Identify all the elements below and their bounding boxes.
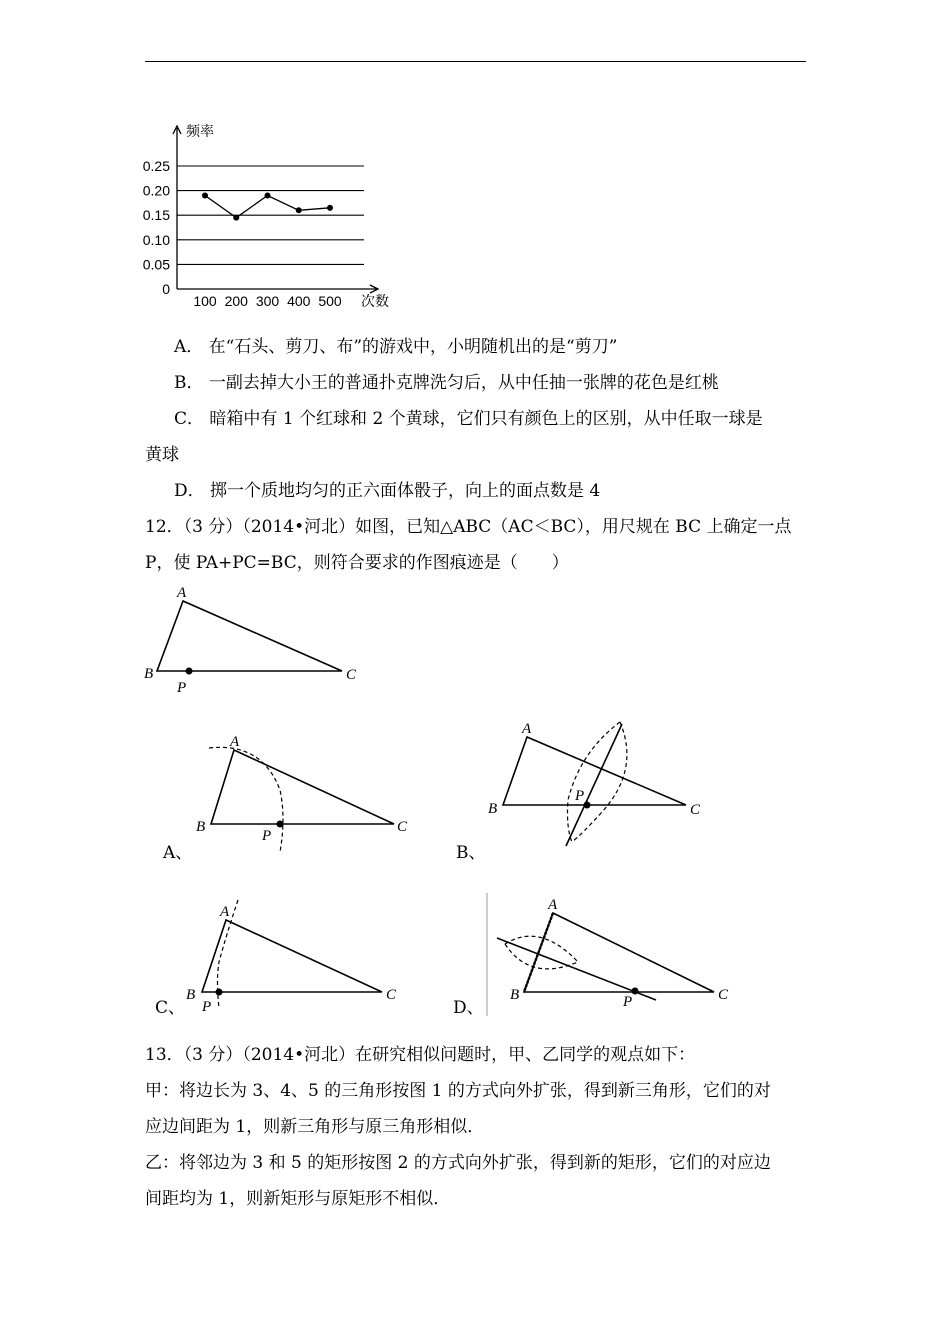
choice-c-label: C、 bbox=[155, 998, 186, 1018]
svg-text:B: B bbox=[510, 987, 520, 1003]
main-point-p bbox=[186, 668, 193, 675]
y-tick-label: 0.15 bbox=[142, 207, 170, 224]
x-tick-label: 500 bbox=[318, 293, 342, 309]
svg-text:C: C bbox=[397, 819, 408, 835]
main-label-c: C bbox=[346, 667, 357, 683]
main-label-b: B bbox=[144, 666, 154, 682]
svg-text:C: C bbox=[718, 987, 729, 1003]
q13-line4: 乙：将邻边为 3 和 5 的矩形按图 2 的方式向外扩张，得到新的矩形，它们的对应边 bbox=[145, 1153, 771, 1173]
svg-text:P: P bbox=[202, 999, 212, 1015]
q13-line2: 甲：将边长为 3、4、5 的三角形按图 1 的方式向外扩张，得到新三角形，它们的对 bbox=[145, 1081, 771, 1101]
choice-d-label: D、 bbox=[453, 998, 484, 1018]
y-tick-label: 0 bbox=[162, 281, 170, 297]
y-tick-label: 0.20 bbox=[142, 182, 170, 199]
option-b: B． 一副去掉大小王的普通扑克牌洗匀后，从中任抽一张牌的花色是红桃 bbox=[174, 373, 719, 393]
main-label-a: A bbox=[177, 585, 187, 601]
svg-text:A: A bbox=[230, 734, 240, 750]
svg-text:B: B bbox=[186, 987, 196, 1003]
option-c-cont: 黄球 bbox=[145, 445, 179, 465]
y-axis-title: 频率 bbox=[186, 123, 214, 139]
q12-line1: 12．（3 分）（2014•河北）如图，已知△ABC（AC＜BC），用尺规在 BC 上确定一点 bbox=[145, 517, 792, 537]
choice-b-label: B、 bbox=[456, 843, 486, 863]
svg-text:P: P bbox=[262, 828, 272, 844]
x-tick-label: 200 bbox=[224, 293, 248, 309]
svg-text:A: A bbox=[220, 904, 230, 920]
svg-text:C: C bbox=[690, 802, 701, 818]
q13-line5: 间距均为 1，则新矩形与原矩形不相似． bbox=[145, 1189, 451, 1209]
option-c: C． 暗箱中有 1 个红球和 2 个黄球，它们只有颜色上的区别，从中任取一球是 bbox=[174, 409, 763, 429]
y-tick-label: 0.10 bbox=[142, 231, 170, 248]
main-label-p: P bbox=[177, 680, 187, 696]
q13-line3: 应边间距为 1，则新三角形与原三角形相似． bbox=[145, 1117, 485, 1137]
option-a: A． 在“石头、剪刀、布”的游戏中，小明随机出的是“剪刀” bbox=[174, 337, 618, 357]
svg-text:A: A bbox=[548, 897, 558, 913]
svg-text:A: A bbox=[522, 721, 532, 737]
x-tick-label: 300 bbox=[255, 293, 280, 309]
choice-a-label: A、 bbox=[163, 843, 193, 863]
y-tick-label: 0.25 bbox=[142, 158, 170, 174]
option-d: D． 掷一个质地均匀的正六面体骰子，向上的面点数是 4 bbox=[174, 481, 601, 501]
svg-text:P: P bbox=[623, 994, 633, 1010]
svg-text:C: C bbox=[386, 987, 397, 1003]
q13-line1: 13．（3 分）（2014•河北）在研究相似问题时，甲、乙同学的观点如下： bbox=[145, 1045, 696, 1065]
x-axis-title: 次数 bbox=[361, 293, 389, 309]
y-tick-label: 0.05 bbox=[142, 256, 170, 273]
svg-text:B: B bbox=[488, 801, 498, 817]
x-tick-label: 100 bbox=[193, 293, 217, 309]
x-tick-label: 400 bbox=[287, 293, 311, 309]
main-triangle bbox=[157, 601, 342, 671]
svg-text:P: P bbox=[575, 788, 585, 804]
q12-line2: P，使 PA+PC=BC，则符合要求的作图痕迹是（ ） bbox=[145, 553, 569, 573]
svg-text:B: B bbox=[196, 819, 206, 835]
